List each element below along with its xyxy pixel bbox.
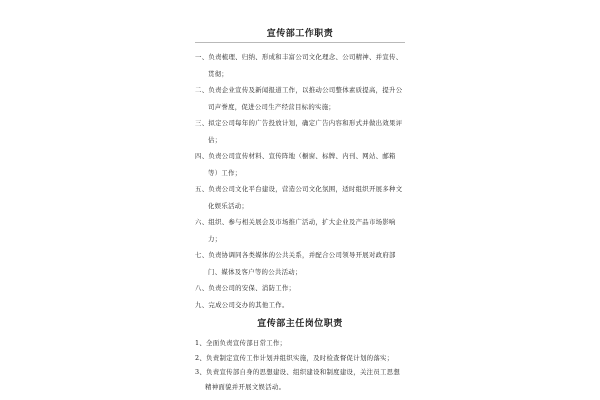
duty-item-8: 八、负责公司的安保、消防工作； <box>195 284 296 292</box>
duty-item-4: 四、负责公司宣传材料、宣传阵地（橱窗、标牌、内刊、网站、邮箱等）工作； <box>195 152 396 177</box>
director-duty-list <box>195 336 405 394</box>
duty-list <box>195 49 405 313</box>
director-duty-item-2: 2、负责制定宣传工作计划并组织实施，及时检查督促计划的落实； <box>195 353 394 362</box>
duty-item-5: 五、负责公司文化平台建设，营造公司文化氛围，适时组织开展多种文化娱乐活动； <box>195 185 403 210</box>
duty-item-1: 一、负责梳理、归纳、形成和丰富公司文化理念、公司精神、并宣传、贯彻； <box>195 53 403 78</box>
director-duty-item-1: 1、全面负责宣传部日常工作； <box>195 339 287 347</box>
section-title: 宣传部主任岗位职责 <box>257 319 343 329</box>
section-department-duties <box>195 28 405 313</box>
title-divider <box>195 42 405 43</box>
director-duty-item-3: 3、负责宣传部自身的思想建设、组织建设和制度建设，关注员工思想精神面貌并开展文娱活动。 <box>195 368 401 391</box>
duty-item-9: 九、完成公司交办的其他工作。 <box>195 300 289 309</box>
duty-item-3: 三、拟定公司每年的广告投放计划，确定广告内容和形式并做出效果评估； <box>195 119 403 144</box>
section-director-duties <box>195 318 405 394</box>
duty-item-6: 六、组织、参与相关展会及市场推广活动，扩大企业及产品市场影响力； <box>195 218 396 243</box>
section-title: 宣传部工作职责 <box>266 29 334 39</box>
document-page <box>195 28 405 394</box>
duty-item-7: 七、负责协调同各类媒体的公共关系，并配合公司领导开展对政府部门、媒体及客户等的公共活动； <box>195 251 396 276</box>
duty-item-2: 二、负责企业宣传及新闻报道工作，以推动公司整体素质提高，提升公司声誉度，促进公司生产经营目标的实施； <box>195 86 403 111</box>
